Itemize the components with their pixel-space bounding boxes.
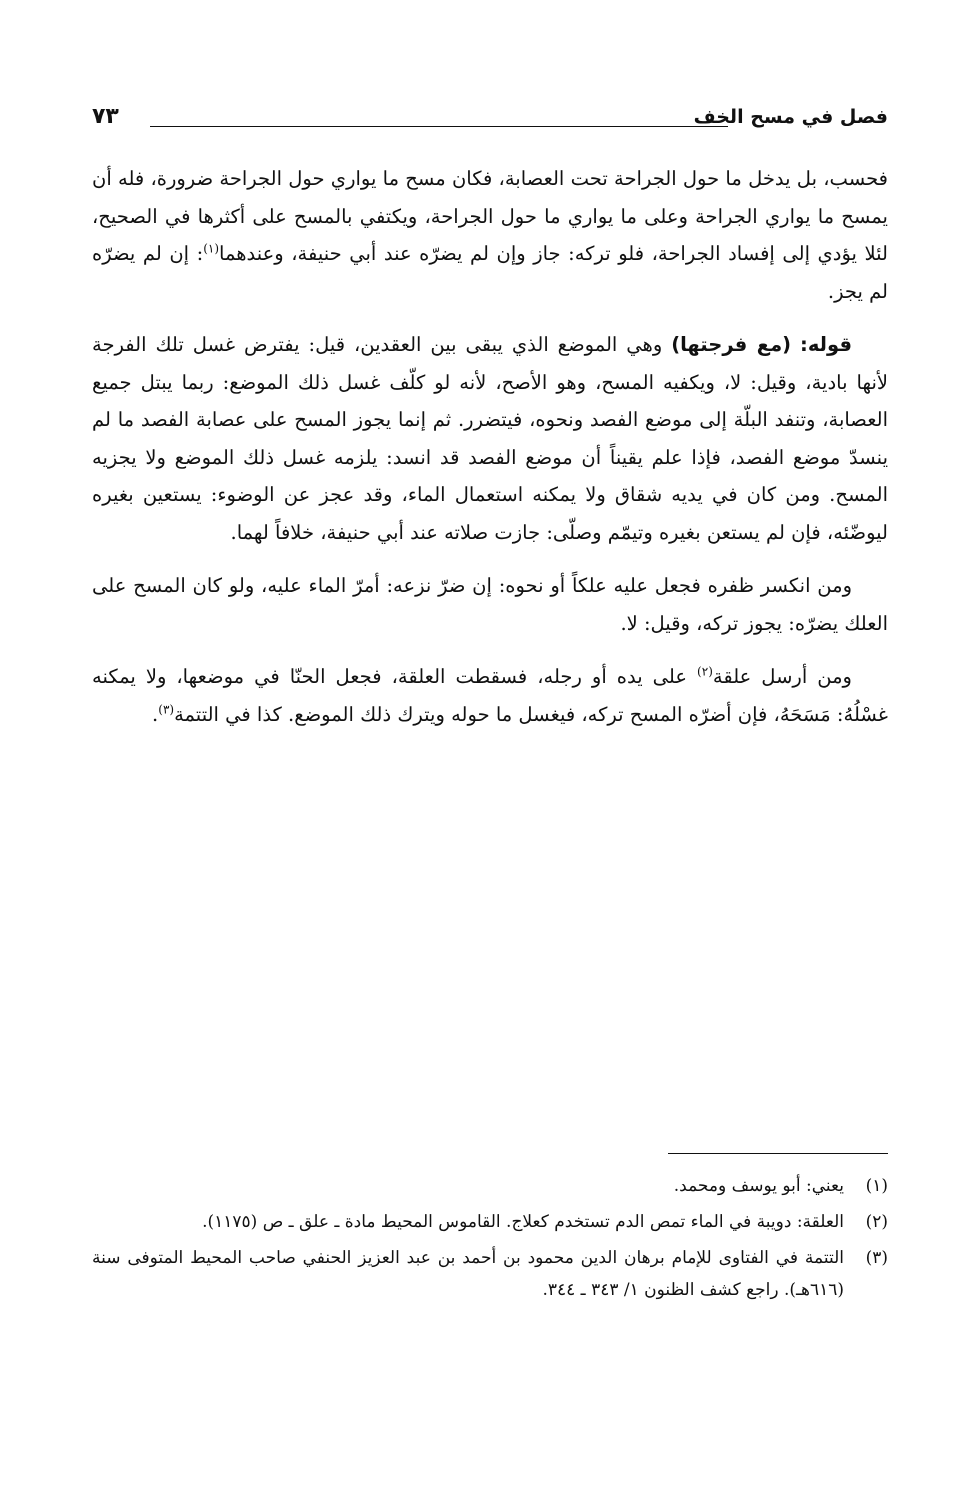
footnote-separator	[668, 1153, 888, 1154]
footnote-text: العلقة: دويبة في الماء تمص الدم تستخدم كعلاج. القاموس المحيط مادة ـ علق ـ ص (١١٧٥).	[202, 1212, 844, 1232]
paragraph-2	[92, 326, 888, 551]
quoted-phrase: (مع فرجتها)	[671, 333, 792, 356]
footnote-text: التتمة في الفتاوى للإمام برهان الدين محمود بن أحمد بن عبد العزيز الحنفي صاحب المحيط المتوفى سنة (٦١٦هـ). راجع كشف الظنون ١/ ٣٤٣ ـ ٣٤٤.	[92, 1248, 844, 1300]
paragraph-4-text-b: على يده أو رجله، فسقطت العلقة، فجعل الحنّا في موضعها، ولا يمكنه غسْلُهُ: مَسَحَهُ، فإن أضرّه المسح تركه، فيغسل ما حوله ويترك ذلك الموضع. كذا في التتمة	[92, 665, 888, 726]
footnote-2	[92, 1206, 888, 1238]
footnote-3	[92, 1242, 888, 1306]
paragraph-4-text-a: ومن أرسل علقة	[712, 665, 852, 688]
footnotes	[92, 1170, 888, 1310]
main-text	[92, 160, 888, 749]
paragraph-4-end: .	[152, 702, 159, 726]
footnote-number: (١)	[865, 1176, 888, 1196]
chapter-title: فصل في مسح الخف	[693, 106, 888, 128]
paragraph-2-text: وهي الموضع الذي يبقى بين العقدين، قيل: يفترض غسل تلك الفرجة لأنها بادية، وقيل: لا، ويكفيه المسح، وهو الأصح، لأنه لو كلّف غسل ذلك الموضع: ربما يبتل جميع العصابة، وتنفد البلّة إلى موضع الفصد ونحوه، فيتضرر. ثم إنما يجوز المسح على عصابة الفصد ما لم ينسدّ موضع الفصد، فإذا علم يقيناً أن موضع الفصد قد انسد: يلزمه غسل ذلك الموضع ولا يجزيه المسح. ومن كان في يديه شقاق ولا يمكنه استعمال الماء، وقد عجز عن الوضوء: يستعين بغيره ليوضّئه، فإن لم يستعن بغيره وتيمّم وصلّى: جازت صلاته عند أبي حنيفة، خلافاً لهما.	[92, 333, 888, 544]
qawluhu-label: قوله:	[800, 333, 852, 356]
paragraph-4	[92, 658, 888, 733]
paragraph-3: ومن انكسر ظفره فجعل عليه علكاً أو نحوه: إن ضرّ نزعه: أمرّ الماء عليه، ولو كان المسح على العلك يضرّه: يجوز تركه، وقيل: لا.	[92, 574, 888, 635]
footnote-ref-2: (٢)	[697, 664, 713, 679]
footnote-ref-3: (٣)	[158, 702, 175, 716]
footnote-1	[92, 1170, 888, 1202]
paragraph-1-text: فحسب، بل يدخل ما حول الجراحة تحت العصابة، فكان مسح ما يواري حول الجراحة ضرورة، فله أن يمسح ما يواري الجراحة وعلى ما يواري ما حول الجراحة، ويكتفي بالمسح على أكثرها في الصحيح، لئلا يؤدي إلى إفساد الجراحة، فلو تركه: جاز وإن لم يضرّه عند أبي حنيفة، وعندهما	[92, 167, 888, 265]
header-rule	[150, 126, 728, 127]
page-number: ٧٣	[92, 104, 119, 129]
paragraph-1	[92, 160, 888, 310]
footnote-number: (٣)	[865, 1248, 888, 1268]
footnote-text: يعني: أبو يوسف ومحمد.	[673, 1176, 844, 1196]
footnote-number: (٢)	[865, 1212, 888, 1232]
running-header	[92, 100, 888, 140]
footnote-ref-1: (١)	[203, 241, 220, 256]
paragraph-1-tail: : إن لم يضرّه لم يجز.	[92, 242, 888, 303]
